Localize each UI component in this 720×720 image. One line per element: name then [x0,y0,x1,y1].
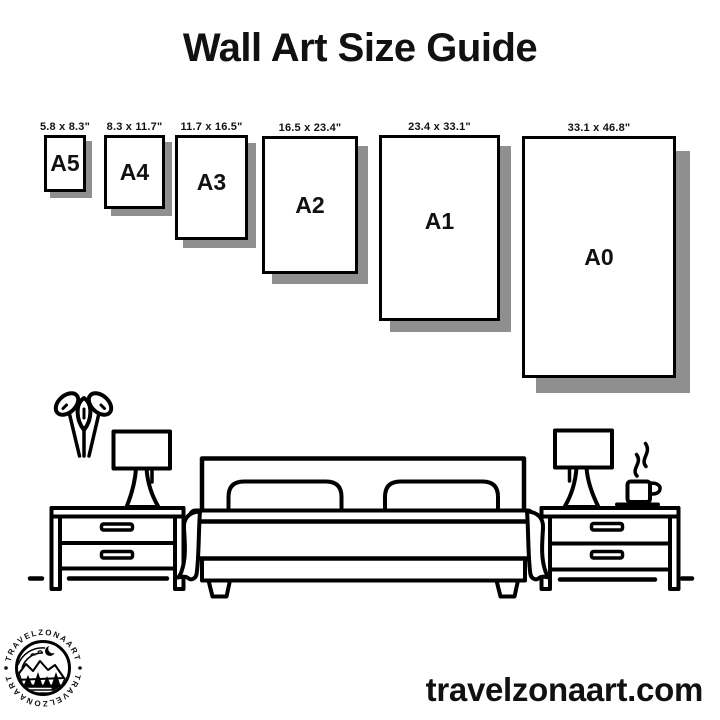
logo-separator-dot [4,666,8,670]
bed-foot-right [497,581,519,597]
logo-arc-text-top: TRAVELZONAART [3,627,83,663]
frame-code-a1: A1 [424,207,455,234]
frame-code-a2: A2 [295,191,325,218]
size-frame-a3 [175,121,248,240]
pillow-right [385,482,498,514]
size-label-a2: 16.5 x 23.4" [278,122,342,134]
size-frame-a2 [262,122,358,274]
size-label-a0: 33.1 x 46.8" [567,122,631,134]
logo-arc-text-bottom: TRAVELZONAART [3,673,83,709]
bed-foot-left [209,581,231,597]
lamp-right-icon [555,431,612,508]
website-url: travelzonaart.com [425,671,703,708]
brand-logo [0,620,91,716]
lamp-left-icon [114,432,171,508]
size-label-a4: 8.3 x 11.7" [106,121,163,133]
plant-vase-icon [52,389,116,456]
size-frame-a4 [104,121,165,209]
size-label-a3: 11.7 x 16.5" [180,121,243,133]
frame-code-a3: A3 [196,169,227,195]
bed [178,459,549,597]
size-label-a5: 5.8 x 8.3" [39,121,91,133]
size-label-a1: 23.4 x 33.1" [408,121,471,133]
pillow-left [229,482,342,514]
frame-code-a5: A5 [50,150,80,176]
page-title: Wall Art Size Guide [182,26,538,70]
logo-separator-dot [78,666,82,670]
nightstand-right [542,508,679,589]
size-frame-a0 [522,122,676,378]
frame-code-a0: A0 [584,243,614,270]
size-frame-a5 [39,121,91,192]
size-frame-a1 [379,121,500,321]
coffee-cup-icon [617,444,660,505]
bedroom-illustration [0,380,720,620]
frame-code-a4: A4 [119,158,150,185]
